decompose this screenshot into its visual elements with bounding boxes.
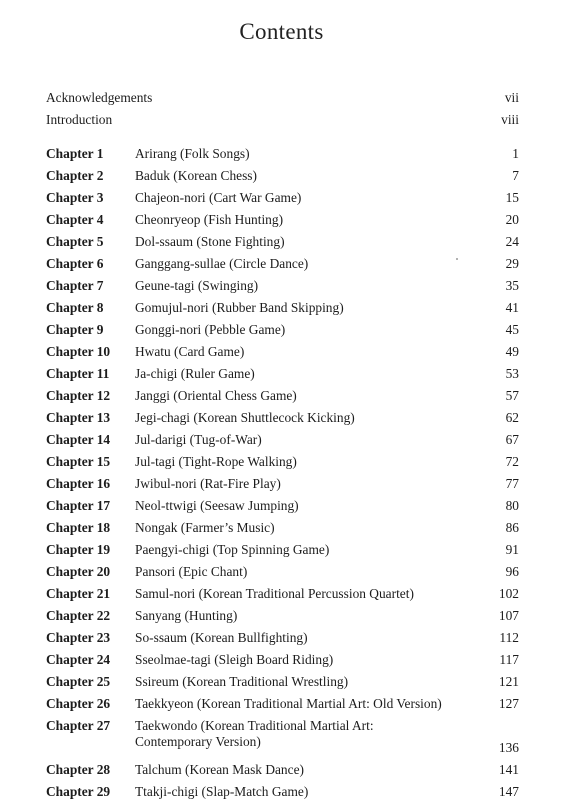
chapter-title xyxy=(135,542,480,558)
chapter-title xyxy=(135,256,480,272)
chapter-title xyxy=(135,344,480,360)
chapter-title xyxy=(135,366,480,382)
chapter-number: Chapter 12 xyxy=(46,388,111,403)
chapter-page: 53 xyxy=(505,366,519,381)
chapter-title-line: Chajeon-nori (Cart War Game) xyxy=(135,190,302,205)
chapter-page: 77 xyxy=(505,476,519,491)
chapter-title-line: Samul-nori (Korean Traditional Percussion Quartet) xyxy=(135,586,414,601)
chapter-title xyxy=(135,674,480,690)
chapter-number: Chapter 21 xyxy=(46,586,111,601)
chapter-title xyxy=(135,630,480,646)
chapter-title-line: Cheonryeop (Fish Hunting) xyxy=(135,212,284,227)
chapter-title-line: Baduk (Korean Chess) xyxy=(135,168,257,183)
chapter-page: 127 xyxy=(498,696,519,711)
front-matter-label: Acknowledgements xyxy=(46,90,153,105)
chapter-title xyxy=(135,388,480,404)
chapter-page: 62 xyxy=(505,410,519,425)
chapter-number: Chapter 29 xyxy=(46,784,111,799)
chapter-title xyxy=(135,212,480,228)
chapter-title-line: Geune-tagi (Swinging) xyxy=(135,278,259,293)
chapter-page: 121 xyxy=(498,674,519,689)
chapter-number: Chapter 5 xyxy=(46,234,104,249)
chapter-number: Chapter 14 xyxy=(46,432,111,447)
front-matter-page: viii xyxy=(501,112,519,127)
chapter-page: 15 xyxy=(505,190,519,205)
chapter-page: 7 xyxy=(512,168,519,183)
chapter-title-line: Ganggang-sullae (Circle Dance) xyxy=(135,256,309,271)
page-title: Contents xyxy=(239,19,324,44)
chapter-page: 35 xyxy=(505,278,519,293)
chapter-title-line: Taekkyeon (Korean Traditional Martial Art: Old Version) xyxy=(135,696,442,711)
chapter-page: 57 xyxy=(505,388,519,403)
chapter-title xyxy=(135,520,480,536)
chapter-page: 20 xyxy=(505,212,519,227)
chapter-page: 24 xyxy=(505,234,519,249)
chapter-number: Chapter 20 xyxy=(46,564,111,579)
chapter-title-line: Nongak (Farmer’s Music) xyxy=(135,520,275,535)
chapter-number: Chapter 7 xyxy=(46,278,104,293)
chapter-title xyxy=(135,190,480,206)
chapter-title-line: Contemporary Version) xyxy=(135,734,261,749)
chapter-page: 86 xyxy=(505,520,519,535)
chapter-page: 72 xyxy=(505,454,519,469)
chapter-page: 29 xyxy=(505,256,519,271)
chapter-number: Chapter 18 xyxy=(46,520,111,535)
chapter-page: 141 xyxy=(498,762,519,777)
chapter-title xyxy=(135,476,480,492)
chapter-title xyxy=(135,432,480,448)
paper-speck xyxy=(456,258,458,260)
chapter-title-line: Ssireum (Korean Traditional Wrestling) xyxy=(135,674,349,689)
chapter-title-line: Taekwondo (Korean Traditional Martial Art: xyxy=(135,718,374,733)
chapter-title-line: Ttakji-chigi (Slap-Match Game) xyxy=(135,784,309,799)
front-matter-label: Introduction xyxy=(46,112,113,127)
chapter-number: Chapter 4 xyxy=(46,212,104,227)
chapter-page: 112 xyxy=(499,630,519,645)
chapter-page: 102 xyxy=(498,586,519,601)
chapter-page: 96 xyxy=(505,564,519,579)
chapter-page: 67 xyxy=(505,432,519,447)
chapter-number: Chapter 3 xyxy=(46,190,104,205)
chapter-number: Chapter 27 xyxy=(46,718,111,733)
chapter-number: Chapter 13 xyxy=(46,410,111,425)
chapter-number: Chapter 9 xyxy=(46,322,104,337)
chapter-title xyxy=(135,608,480,624)
chapter-number: Chapter 11 xyxy=(46,366,110,381)
chapter-title-line: Talchum (Korean Mask Dance) xyxy=(135,762,304,777)
chapter-title-line: Arirang (Folk Songs) xyxy=(135,146,250,161)
chapter-page: 80 xyxy=(505,498,519,513)
chapter-title-line: Sseolmae-tagi (Sleigh Board Riding) xyxy=(135,652,334,667)
chapter-title xyxy=(135,234,480,250)
chapter-title-line: Janggi (Oriental Chess Game) xyxy=(135,388,297,403)
chapter-title xyxy=(135,300,480,316)
chapter-title xyxy=(135,278,480,294)
chapter-title-line: Paengyi-chigi (Top Spinning Game) xyxy=(135,542,330,557)
chapter-number: Chapter 28 xyxy=(46,762,111,777)
chapter-title xyxy=(135,322,480,338)
chapter-title-line: Jegi-chagi (Korean Shuttlecock Kicking) xyxy=(135,410,355,425)
chapter-page: 91 xyxy=(505,542,519,557)
chapter-number: Chapter 23 xyxy=(46,630,111,645)
chapter-number: Chapter 16 xyxy=(46,476,111,491)
chapter-number: Chapter 22 xyxy=(46,608,111,623)
chapter-title xyxy=(135,718,480,750)
chapter-title-line: Pansori (Epic Chant) xyxy=(135,564,248,579)
chapter-title xyxy=(135,784,480,800)
chapter-title-line: So-ssaum (Korean Bullfighting) xyxy=(135,630,308,645)
chapter-number: Chapter 15 xyxy=(46,454,111,469)
chapter-number: Chapter 6 xyxy=(46,256,104,271)
chapter-title-line: Dol-ssaum (Stone Fighting) xyxy=(135,234,285,249)
chapter-number: Chapter 8 xyxy=(46,300,104,315)
chapter-title-line: Gonggi-nori (Pebble Game) xyxy=(135,322,286,337)
chapter-title xyxy=(135,410,480,426)
chapter-title-line: Hwatu (Card Game) xyxy=(135,344,245,359)
chapter-number: Chapter 19 xyxy=(46,542,111,557)
chapter-number: Chapter 17 xyxy=(46,498,111,513)
chapter-page: 136 xyxy=(498,740,519,755)
chapter-number: Chapter 1 xyxy=(46,146,104,161)
chapter-title xyxy=(135,696,480,712)
chapter-title xyxy=(135,762,480,778)
chapter-title xyxy=(135,586,480,602)
chapter-page: 41 xyxy=(505,300,519,315)
chapter-number: Chapter 10 xyxy=(46,344,111,359)
chapter-number: Chapter 2 xyxy=(46,168,104,183)
chapter-number: Chapter 25 xyxy=(46,674,111,689)
chapter-title xyxy=(135,652,480,668)
chapter-title-line: Ja-chigi (Ruler Game) xyxy=(135,366,255,381)
front-matter-page: vii xyxy=(504,90,519,105)
chapter-title-line: Jwibul-nori (Rat-Fire Play) xyxy=(135,476,281,491)
chapter-page: 1 xyxy=(512,146,519,161)
chapter-title-line: Gomujul-nori (Rubber Band Skipping) xyxy=(135,300,344,315)
chapter-title-line: Sanyang (Hunting) xyxy=(135,608,238,623)
chapter-page: 147 xyxy=(498,784,519,799)
chapter-title xyxy=(135,146,480,162)
chapter-title xyxy=(135,498,480,514)
chapter-title xyxy=(135,454,480,470)
chapter-title xyxy=(135,564,480,580)
chapter-page: 49 xyxy=(505,344,519,359)
chapter-title-line: Jul-darigi (Tug-of-War) xyxy=(135,432,262,447)
chapter-title-line: Jul-tagi (Tight-Rope Walking) xyxy=(135,454,297,469)
chapter-page: 107 xyxy=(498,608,519,623)
chapter-number: Chapter 24 xyxy=(46,652,111,667)
chapter-title xyxy=(135,168,480,184)
chapter-number: Chapter 26 xyxy=(46,696,111,711)
chapter-title-line: Neol-ttwigi (Seesaw Jumping) xyxy=(135,498,299,513)
chapter-page: 45 xyxy=(505,322,519,337)
chapter-page: 117 xyxy=(499,652,519,667)
